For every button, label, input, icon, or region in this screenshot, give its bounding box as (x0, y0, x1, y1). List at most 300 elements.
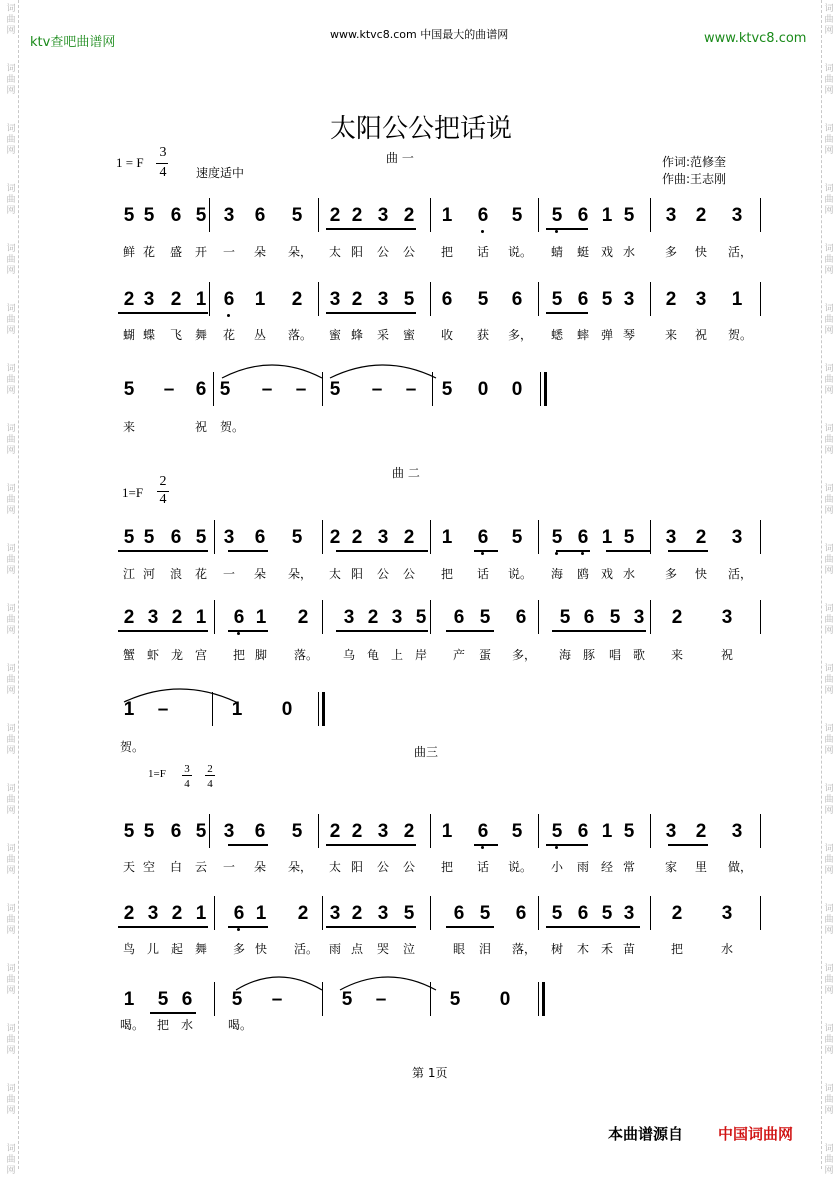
time-sig2-top: 2 (207, 763, 213, 775)
lyric-syllable: 丛 (253, 328, 266, 342)
lyric-syllable: 蜓 (576, 245, 589, 259)
note: 5 (623, 527, 635, 548)
site-header-center[interactable]: www.ktvc8.com 中国最大的曲谱网 (330, 28, 509, 41)
watermark-glyphs: 词 曲 网 (6, 124, 16, 156)
beam-underline (228, 926, 268, 928)
lyric-syllable: 乌 (342, 648, 355, 662)
note: 5 (195, 527, 207, 548)
lyric-syllable: 泣 (402, 942, 415, 956)
lyric-syllable: 把 (440, 245, 453, 259)
note: 3 (665, 527, 677, 548)
lyric-syllable: 把 (440, 860, 453, 874)
lyric-syllable: 海 (550, 567, 563, 581)
lyric-syllable: 祝 (720, 648, 733, 662)
lyric-syllable: 话 (476, 245, 489, 259)
barline (538, 896, 539, 930)
note: 2 (351, 527, 363, 548)
watermark-glyphs: 词 曲 网 (824, 244, 834, 276)
lyric-syllable: 话 (476, 567, 489, 581)
lyric-syllable: 戏 (600, 567, 613, 581)
note: 3 (377, 289, 389, 310)
watermark-glyphs: 词 曲 网 (824, 664, 834, 696)
lyric-syllable: 快 (694, 245, 707, 259)
lyric-syllable: 朵 (253, 567, 266, 581)
lyric-syllable: 岸 (414, 648, 427, 662)
note: 3 (377, 903, 389, 924)
note: 5 (550, 206, 564, 226)
lyric-syllable: 天 (122, 860, 135, 874)
note: 5 (623, 205, 635, 226)
lyric-syllable: 唱 (608, 648, 621, 662)
note: 6 (577, 205, 589, 226)
note: 5 (511, 205, 523, 226)
left-watermark-strip (4, 0, 19, 1176)
lyric-syllable: 花 (222, 328, 235, 342)
note: 5 (609, 607, 621, 628)
octave-dot-below (237, 632, 240, 635)
note: 5 (341, 989, 353, 1010)
note: 5 (623, 821, 635, 842)
final-barline-thin (538, 982, 539, 1016)
note: 3 (731, 205, 743, 226)
lyric-syllable: 蜜 (402, 328, 415, 342)
note: 5 (157, 989, 169, 1010)
barline (322, 896, 323, 930)
barline (650, 520, 651, 554)
note: 2 (367, 607, 379, 628)
barline (760, 198, 761, 232)
lyric-syllable: 盛 (169, 245, 182, 259)
note: 6 (170, 527, 182, 548)
note: 5 (123, 527, 135, 548)
note: 1 (231, 699, 243, 720)
watermark-glyphs: 词 曲 网 (824, 904, 834, 936)
lyric-syllable: 阳 (350, 245, 363, 259)
section-heading: 曲 二 (392, 466, 420, 480)
lyric-syllable: 公 (376, 245, 389, 259)
time-sig2-bottom: 4 (207, 778, 213, 790)
tie-slur (222, 360, 322, 380)
time-sig-rule (156, 163, 168, 164)
barline (538, 814, 539, 848)
beam-underline (546, 926, 640, 928)
lyric-syllable: 做， (728, 860, 753, 874)
tempo-marking: 速度适中 (196, 166, 245, 180)
watermark-glyphs: 词 曲 网 (824, 364, 834, 396)
barline (214, 600, 215, 634)
note: 5 (195, 205, 207, 226)
beam-underline (668, 550, 708, 552)
beam-underline (326, 926, 416, 928)
lyric-syllable: 朵 (253, 245, 266, 259)
note: – (405, 379, 417, 400)
section-heading: 曲三 (414, 745, 439, 759)
lyric-syllable: 太 (328, 860, 341, 874)
lyric-syllable: 把 (440, 567, 453, 581)
lyric-syllable: 来 (122, 420, 135, 434)
lyric-syllable: 木 (576, 942, 589, 956)
note: 5 (219, 379, 231, 400)
note: 1 (441, 821, 453, 842)
watermark-glyphs: 词 曲 网 (6, 724, 16, 756)
note: 2 (695, 821, 707, 842)
note: 5 (551, 289, 563, 310)
note: 2 (403, 205, 415, 226)
lyric-syllable: 多， (512, 648, 537, 662)
watermark-glyphs: 词 曲 网 (6, 1144, 16, 1176)
footer-source-site[interactable]: 中国词曲网 (718, 1125, 794, 1143)
watermark-glyphs: 词 曲 网 (824, 544, 834, 576)
barline (760, 282, 761, 316)
watermark-glyphs: 词 曲 网 (824, 964, 834, 996)
watermark-glyphs: 词 曲 网 (6, 424, 16, 456)
composer-credit: 作曲:王志刚 (662, 172, 727, 186)
watermark-glyphs: 词 曲 网 (6, 784, 16, 816)
lyric-syllable: 收 (440, 328, 453, 342)
watermark-glyphs: 词 曲 网 (6, 1084, 16, 1116)
lyric-syllable: 戏 (600, 245, 613, 259)
note: 3 (623, 903, 635, 924)
note: 1 (441, 527, 453, 548)
lyric-syllable: 苗 (622, 942, 635, 956)
barline (322, 372, 323, 406)
note: 6 (232, 904, 246, 924)
note: 3 (329, 903, 341, 924)
lyric-syllable: 蟋 (550, 328, 563, 342)
lyric-syllable: 浪 (169, 567, 182, 581)
note: 1 (731, 289, 743, 310)
time-sig-top: 3 (184, 763, 190, 775)
note: 2 (329, 205, 341, 226)
watermark-glyphs: 词 曲 网 (6, 664, 16, 696)
note: 6 (170, 205, 182, 226)
note: 5 (403, 289, 415, 310)
lyric-syllable: 鲜 (122, 245, 135, 259)
lyric-syllable: 多 (232, 942, 245, 956)
lyric-syllable: 阳 (350, 567, 363, 581)
note: 5 (231, 989, 243, 1010)
barline (650, 600, 651, 634)
lyric-syllable: 河 (142, 567, 155, 581)
note: 6 (515, 607, 527, 628)
note: 2 (123, 607, 135, 628)
note: 5 (195, 821, 207, 842)
key-signature: 1 = F (116, 155, 144, 170)
note: – (375, 989, 387, 1010)
note: 0 (281, 699, 293, 720)
note: 1 (195, 289, 207, 310)
note: 3 (223, 527, 235, 548)
note: 2 (351, 289, 363, 310)
watermark-glyphs: 词 曲 网 (6, 184, 16, 216)
lyric-syllable: 花 (194, 567, 207, 581)
beam-underline (118, 312, 208, 314)
note: 3 (721, 607, 733, 628)
note: 2 (291, 289, 303, 310)
lyric-syllable: 雨 (328, 942, 341, 956)
note: 3 (223, 205, 235, 226)
note: 1 (123, 989, 135, 1010)
lyricist-credit: 作词:范修奎 (662, 155, 727, 169)
lyric-syllable: 水 (180, 1018, 193, 1032)
beam-underline (668, 844, 708, 846)
lyric-syllable: 多， (508, 328, 533, 342)
note: 6 (232, 608, 246, 628)
lyric-syllable: 哭 (376, 942, 389, 956)
lyric-syllable: 朵 (253, 860, 266, 874)
lyric-syllable: 活。 (294, 942, 319, 956)
note: 3 (695, 289, 707, 310)
note: 6 (254, 205, 266, 226)
octave-dot-below (581, 552, 584, 555)
right-watermark-strip (821, 0, 836, 1176)
note: 6 (195, 379, 207, 400)
lyric-syllable: 朵， (288, 567, 313, 581)
note: 5 (511, 527, 523, 548)
lyric-syllable: 蛋 (478, 648, 491, 662)
lyric-syllable: 把 (156, 1018, 169, 1032)
watermark-glyphs: 词 曲 网 (824, 484, 834, 516)
lyric-syllable: 豚 (582, 648, 595, 662)
note: 0 (511, 379, 523, 400)
lyric-syllable: 说。 (508, 567, 533, 581)
lyric-syllable: 多 (664, 245, 677, 259)
barline (538, 198, 539, 232)
note: 6 (476, 822, 490, 842)
note: 5 (551, 903, 563, 924)
note: 6 (583, 607, 595, 628)
lyric-syllable: 水 (720, 942, 733, 956)
watermark-glyphs: 词 曲 网 (824, 1144, 834, 1176)
watermark-glyphs: 词 曲 网 (6, 604, 16, 636)
lyric-syllable: 采 (376, 328, 389, 342)
lyric-syllable: 公 (376, 860, 389, 874)
lyric-syllable: 起 (170, 942, 183, 956)
lyric-syllable: 祝 (194, 420, 207, 434)
watermark-glyphs: 词 曲 网 (6, 304, 16, 336)
note: 3 (377, 821, 389, 842)
time-sig-top: 2 (159, 474, 167, 489)
lyric-syllable: 树 (550, 942, 563, 956)
lyric-syllable: 太 (328, 567, 341, 581)
site-name-left[interactable]: ktv查吧曲谱网 (30, 35, 116, 50)
barline (322, 600, 323, 634)
note: 2 (695, 205, 707, 226)
note: 3 (329, 289, 341, 310)
lyric-syllable: 快 (694, 567, 707, 581)
watermark-glyphs: 词 曲 网 (824, 64, 834, 96)
beam-underline (556, 550, 590, 552)
note: 0 (477, 379, 489, 400)
note: 3 (343, 607, 355, 628)
note: 2 (351, 821, 363, 842)
note: 2 (171, 903, 183, 924)
note: 2 (171, 607, 183, 628)
barline (322, 520, 323, 554)
note: 3 (665, 205, 677, 226)
lyric-syllable: 脚 (254, 648, 267, 662)
barline (214, 896, 215, 930)
lyric-syllable: 快 (254, 942, 267, 956)
note: 1 (441, 205, 453, 226)
tie-slur (340, 972, 436, 992)
note: 5 (449, 989, 461, 1010)
note: 5 (143, 821, 155, 842)
beam-underline (228, 630, 268, 632)
note: 3 (721, 903, 733, 924)
note: 6 (453, 607, 465, 628)
beam-underline (326, 844, 416, 846)
barline (318, 198, 319, 232)
note: 1 (601, 527, 613, 548)
note: – (163, 379, 175, 400)
note: 1 (123, 699, 135, 720)
note: 2 (123, 903, 135, 924)
barline (760, 814, 761, 848)
watermark-glyphs: 词 曲 网 (6, 964, 16, 996)
note: – (295, 379, 307, 400)
watermark-glyphs: 词 曲 网 (824, 1024, 834, 1056)
octave-dot-below (237, 928, 240, 931)
watermark-glyphs: 词 曲 网 (824, 184, 834, 216)
note: 6 (511, 289, 523, 310)
note: 5 (601, 289, 613, 310)
barline (209, 814, 210, 848)
beam-underline (336, 630, 428, 632)
watermark-glyphs: 词 曲 网 (824, 784, 834, 816)
note: 5 (601, 903, 613, 924)
lyric-syllable: 开 (194, 245, 207, 259)
lyric-syllable: 喝。 (120, 1018, 145, 1032)
note: – (261, 379, 273, 400)
barline (430, 198, 431, 232)
beam-underline (336, 550, 428, 552)
note: 2 (351, 205, 363, 226)
beam-underline (546, 228, 588, 230)
lyric-syllable: 江 (122, 567, 135, 581)
note: 1 (195, 607, 207, 628)
site-url-right[interactable]: www.ktvc8.com (704, 31, 807, 46)
lyric-syllable: 喝。 (228, 1018, 253, 1032)
lyric-syllable: 产 (452, 648, 465, 662)
watermark-glyphs: 词 曲 网 (6, 64, 16, 96)
lyric-syllable: 说。 (508, 245, 533, 259)
lyric-syllable: 蝴 (122, 328, 135, 342)
barline (760, 896, 761, 930)
barline (650, 198, 651, 232)
lyric-syllable: 舞 (194, 328, 207, 342)
note: 5 (511, 821, 523, 842)
watermark-glyphs: 词 曲 网 (6, 4, 16, 36)
lyric-syllable: 蟹 (122, 648, 135, 662)
barline (209, 198, 210, 232)
octave-dot-below (227, 314, 230, 317)
watermark-glyphs: 词 曲 网 (824, 4, 834, 36)
watermark-glyphs: 词 曲 网 (6, 544, 16, 576)
watermark-glyphs: 词 曲 网 (6, 844, 16, 876)
note: 5 (291, 205, 303, 226)
note: 3 (665, 821, 677, 842)
note: 2 (665, 289, 677, 310)
note: 2 (297, 903, 309, 924)
note: 3 (377, 205, 389, 226)
beam-underline (446, 630, 494, 632)
barline (650, 896, 651, 930)
tie-slur (330, 360, 436, 380)
note: 5 (123, 379, 135, 400)
note: 5 (441, 379, 453, 400)
note: 1 (255, 903, 267, 924)
time-sig-bottom: 4 (159, 165, 167, 180)
note: – (157, 699, 169, 720)
note: 3 (391, 607, 403, 628)
lyric-syllable: 阳 (350, 860, 363, 874)
lyric-syllable: 朵， (288, 245, 313, 259)
lyric-syllable: 祝 (694, 328, 707, 342)
beam-underline (228, 550, 268, 552)
note: 1 (601, 821, 613, 842)
octave-dot-below (481, 552, 484, 555)
lyric-syllable: 落。 (288, 328, 313, 342)
beam-underline (552, 630, 646, 632)
note: 3 (731, 527, 743, 548)
note: 6 (453, 903, 465, 924)
time-sig-bottom: 4 (184, 778, 190, 790)
barline (430, 600, 431, 634)
lyric-syllable: 水 (622, 245, 635, 259)
beam-underline (474, 844, 498, 846)
note: 5 (123, 205, 135, 226)
lyric-syllable: 虾 (146, 648, 159, 662)
barline (430, 896, 431, 930)
lyric-syllable: 歌 (632, 648, 645, 662)
barline (318, 282, 319, 316)
lyric-syllable: 水 (622, 567, 635, 581)
beam-underline (546, 844, 588, 846)
lyric-syllable: 多 (664, 567, 677, 581)
lyric-syllable: 琴 (622, 328, 635, 342)
note: 6 (476, 206, 490, 226)
barline (430, 520, 431, 554)
beam-underline (474, 550, 498, 552)
lyric-syllable: 贺。 (220, 420, 245, 434)
tie-slur (124, 684, 236, 704)
lyric-syllable: 蝶 (142, 328, 155, 342)
note: 6 (181, 989, 193, 1010)
beam-underline (326, 228, 416, 230)
lyric-syllable: 花 (142, 245, 155, 259)
lyric-syllable: 活， (728, 245, 753, 259)
lyric-syllable: 小 (550, 860, 563, 874)
lyric-syllable: 来 (670, 648, 683, 662)
note: 5 (143, 527, 155, 548)
note: 2 (671, 903, 683, 924)
note: 5 (329, 379, 341, 400)
lyric-syllable: 公 (402, 860, 415, 874)
note: 5 (479, 607, 491, 628)
lyric-syllable: 公 (376, 567, 389, 581)
time-sig2-rule (205, 775, 215, 776)
time-sig-top: 3 (159, 145, 167, 160)
barline (214, 520, 215, 554)
lyric-syllable: 家 (664, 860, 677, 874)
section-heading: 曲 一 (386, 151, 414, 165)
barline (318, 814, 319, 848)
final-barline-thick (322, 692, 325, 726)
note: 1 (254, 289, 266, 310)
final-barline-thick (542, 982, 545, 1016)
lyric-syllable: 话 (476, 860, 489, 874)
